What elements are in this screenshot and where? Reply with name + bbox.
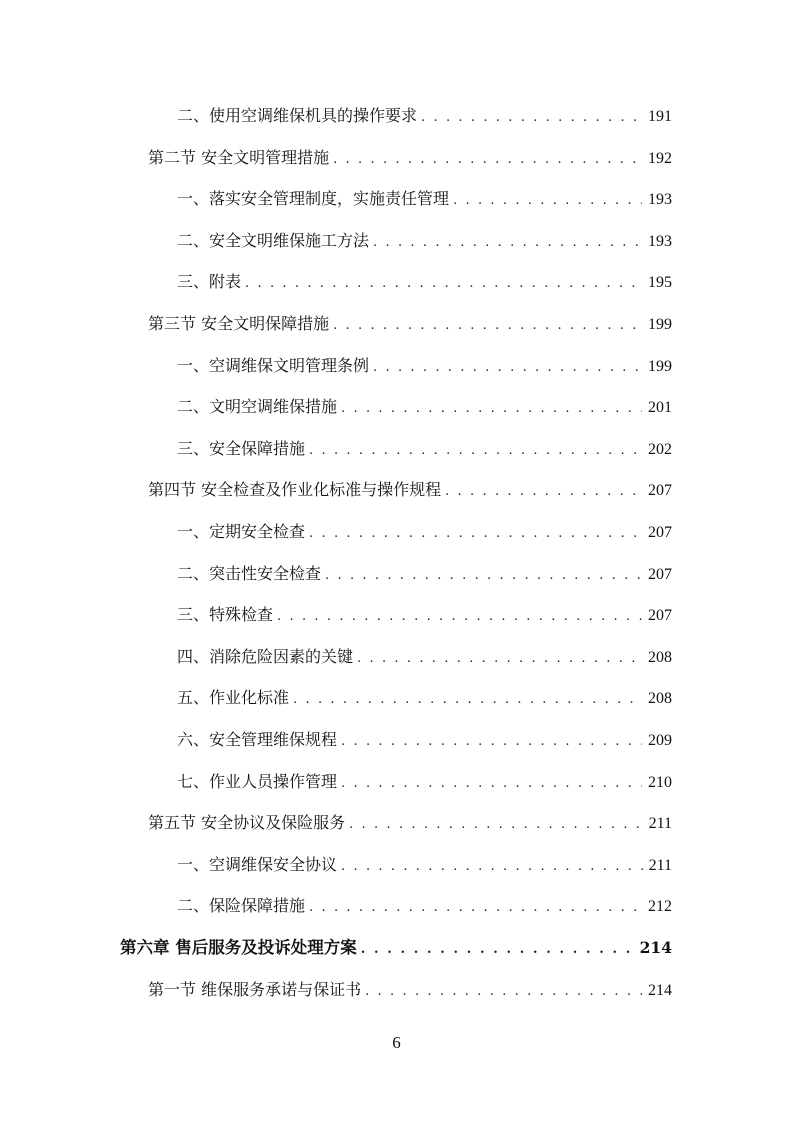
dot-leader — [277, 602, 642, 632]
toc-entry-title: 第五节 安全协议及保险服务 — [148, 813, 346, 833]
toc-entry-page: 202 — [648, 440, 672, 458]
toc-entry-page: 192 — [648, 149, 672, 167]
toc-entry-item[interactable] — [177, 891, 672, 921]
toc-entry-title: 第一节 维保服务承诺与保证书 — [148, 979, 362, 999]
toc-entry-title: 二、安全文明维保施工方法 — [177, 230, 370, 250]
dot-leader — [245, 269, 642, 299]
toc-entry-section[interactable] — [148, 808, 672, 838]
toc-entry-page: 199 — [648, 357, 672, 375]
toc-entry-page: 193 — [648, 232, 672, 250]
toc-entry-item[interactable] — [177, 642, 672, 672]
toc-entry-item[interactable] — [177, 559, 672, 589]
toc-entry-page: 201 — [648, 399, 672, 417]
dot-leader — [293, 685, 642, 715]
dot-leader — [445, 477, 642, 507]
toc-entry-page: 193 — [648, 191, 672, 209]
toc-entry-page: 208 — [648, 648, 672, 666]
toc-entry-page: 214 — [639, 938, 672, 957]
dot-leader — [421, 103, 642, 133]
dot-leader — [365, 977, 642, 1007]
toc-entry-title: 四、消除危险因素的关键 — [177, 646, 354, 666]
toc-entry-title: 一、空调维保安全协议 — [177, 854, 338, 874]
dot-leader — [361, 935, 634, 965]
dot-leader — [453, 186, 642, 216]
toc-entry-page: 195 — [648, 274, 672, 292]
toc-entry-section[interactable] — [148, 975, 672, 1005]
toc-entry-page: 207 — [648, 482, 672, 500]
toc-entry-title: 一、空调维保文明管理条例 — [177, 355, 370, 375]
toc-entry-title: 第六章 售后服务及投诉处理方案 — [120, 938, 357, 957]
toc-entry-page: 211 — [648, 815, 672, 833]
dot-leader — [333, 145, 642, 175]
toc-entry-item[interactable] — [177, 101, 672, 131]
toc-entry-title: 一、落实安全管理制度，实施责任管理 — [177, 189, 450, 209]
toc-entry-page: 207 — [648, 524, 672, 541]
toc-entry-section[interactable] — [148, 309, 672, 339]
toc-entry-item[interactable] — [177, 392, 672, 422]
toc-entry-page: 207 — [648, 607, 672, 625]
toc-entry-title: 三、附表 — [177, 272, 242, 292]
toc-entry-title: 第二节 安全文明管理措施 — [148, 147, 330, 167]
dot-leader — [333, 311, 642, 341]
toc-entry-page: 207 — [648, 565, 672, 583]
toc-entry-page: 214 — [648, 981, 672, 999]
dot-leader — [349, 810, 643, 840]
toc-entry-chapter[interactable] — [120, 933, 672, 963]
toc-entry-item[interactable] — [177, 517, 672, 547]
toc-entry-title: 二、突击性安全检查 — [177, 563, 322, 583]
toc-entry-title: 第三节 安全文明保障措施 — [148, 314, 330, 333]
toc-entry-item[interactable] — [177, 434, 672, 464]
dot-leader — [325, 561, 642, 591]
toc-entry-section[interactable] — [148, 143, 672, 173]
toc-entry-title: 第四节 安全检查及作业化标准与操作规程 — [148, 480, 442, 500]
dot-leader — [357, 644, 642, 674]
dot-leader — [341, 852, 643, 882]
toc-entry-item[interactable] — [177, 351, 672, 381]
dot-leader — [341, 769, 642, 799]
toc-entry-title: 二、使用空调维保机具的操作要求 — [177, 106, 418, 125]
toc-entry-title: 三、特殊检查 — [177, 605, 274, 625]
toc-entry-item[interactable] — [177, 226, 672, 256]
dot-leader — [373, 353, 642, 383]
toc-entry-title: 二、文明空调维保措施 — [177, 397, 338, 417]
toc-entry-item[interactable] — [177, 267, 672, 297]
toc-entry-title: 二、保险保障措施 — [177, 896, 306, 916]
dot-leader — [309, 436, 642, 466]
dot-leader — [309, 519, 642, 549]
toc-entry-page: 209 — [648, 732, 672, 749]
dot-leader — [373, 228, 642, 258]
toc-entry-page: 191 — [648, 108, 672, 125]
toc-entry-item[interactable] — [177, 850, 672, 880]
toc-entry-item[interactable] — [177, 683, 672, 713]
dot-leader — [309, 893, 642, 923]
toc-entry-page: 211 — [648, 856, 672, 874]
page-number: 6 — [392, 1033, 401, 1052]
toc-entry-item[interactable] — [177, 725, 672, 755]
toc-entry-page: 212 — [648, 898, 672, 916]
dot-leader — [341, 727, 642, 757]
toc-entry-item[interactable] — [177, 767, 672, 797]
toc-entry-item[interactable] — [177, 600, 672, 630]
toc-entry-page: 199 — [648, 316, 672, 333]
toc-entry-title: 一、定期安全检查 — [177, 522, 306, 541]
toc-entry-item[interactable] — [177, 184, 672, 214]
toc-entry-section[interactable] — [148, 475, 672, 505]
toc-entry-title: 三、安全保障措施 — [177, 438, 306, 458]
toc-entry-title: 七、作业人员操作管理 — [177, 771, 338, 791]
toc-entry-title: 六、安全管理维保规程 — [177, 730, 338, 749]
dot-leader — [341, 394, 642, 424]
toc-entry-title: 五、作业化标准 — [177, 688, 290, 708]
toc-entry-page: 208 — [648, 690, 672, 708]
toc-entry-page: 210 — [648, 773, 672, 791]
